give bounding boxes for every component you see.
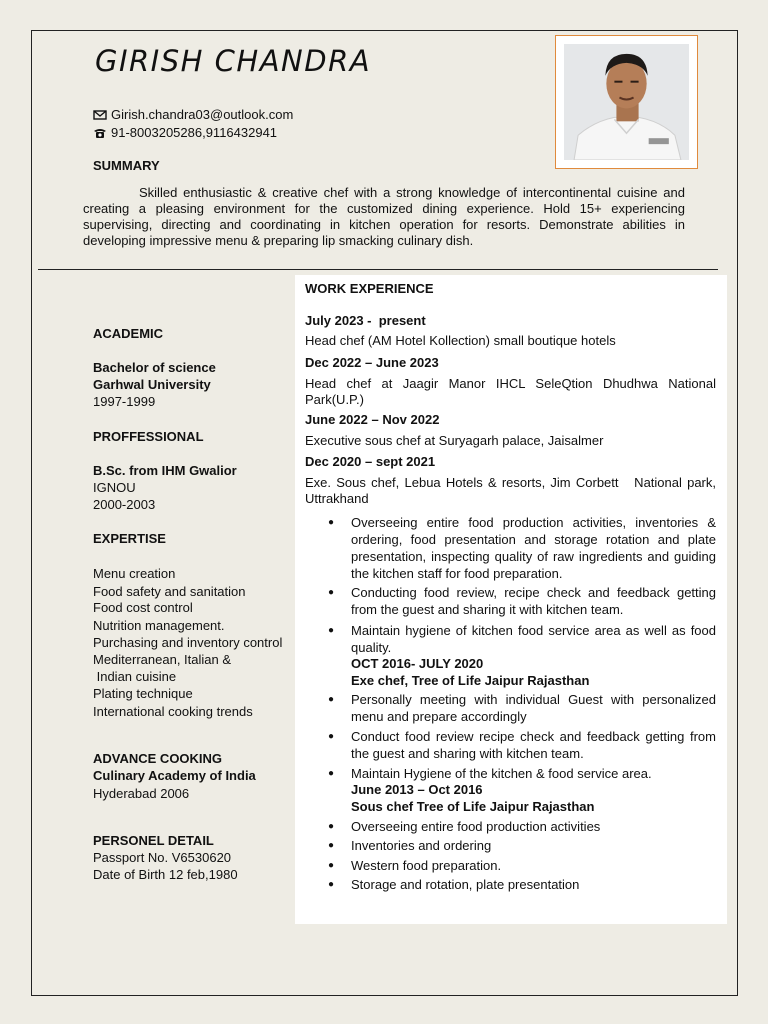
summary-heading: SUMMARY bbox=[93, 158, 160, 173]
academic-university: Garhwal University bbox=[93, 377, 211, 392]
expertise-item: Food safety and sanitation bbox=[93, 584, 246, 599]
professional-institute: IGNOU bbox=[93, 480, 136, 495]
academic-heading: ACADEMIC bbox=[93, 326, 164, 341]
bullet-icon: ● bbox=[328, 517, 335, 528]
bullet-icon: ● bbox=[328, 821, 335, 832]
bullet-item: Maintain Hygiene of the kitchen & food service area. bbox=[351, 766, 652, 781]
bullet-icon: ● bbox=[328, 694, 335, 705]
phone-text: 91-8003205286,9116432941 bbox=[111, 125, 278, 140]
professional-years: 2000-2003 bbox=[93, 497, 156, 512]
section-divider bbox=[38, 269, 718, 270]
expertise-heading: EXPERTISE bbox=[93, 531, 166, 546]
work-heading: WORK EXPERIENCE bbox=[305, 281, 434, 296]
job-title: Sous chef Tree of Life Jaipur Rajasthan bbox=[351, 799, 595, 814]
bullet-item: Conduct food review recipe check and feedback getting from the guest and sharing with kitchen team. bbox=[351, 729, 716, 761]
job-description: Head chef at Jaagir Manor IHCL SeleQtion Dhudhwa National Park(U.P.) bbox=[305, 376, 716, 407]
expertise-item: Nutrition management. bbox=[93, 618, 225, 633]
job-period: June 2013 – Oct 2016 bbox=[351, 782, 483, 797]
advance-cooking-institute: Culinary Academy of India bbox=[93, 768, 256, 783]
expertise-item: Plating technique bbox=[93, 686, 193, 701]
bullet-icon: ● bbox=[328, 860, 335, 871]
expertise-item: International cooking trends bbox=[93, 704, 253, 719]
work-experience-panel bbox=[295, 275, 727, 924]
professional-degree: B.Sc. from IHM Gwalior bbox=[93, 463, 237, 478]
job-period: Dec 2020 – sept 2021 bbox=[305, 454, 436, 469]
bullet-icon: ● bbox=[328, 731, 335, 742]
expertise-item: Indian cuisine bbox=[93, 669, 177, 684]
bullet-item: Storage and rotation, plate presentation bbox=[351, 877, 580, 892]
personal-heading: PERSONEL DETAIL bbox=[93, 833, 214, 848]
envelope-icon bbox=[93, 109, 107, 121]
telephone-icon bbox=[93, 127, 107, 139]
bullet-item: Personally meeting with individual Guest with personalized menu and prepare accordingly bbox=[351, 692, 716, 724]
bullet-item: Overseeing entire food production activities bbox=[351, 819, 601, 834]
expertise-item: Purchasing and inventory control bbox=[93, 635, 283, 650]
bullet-item: Overseeing entire food production activities, inventories & ordering, food presentation and storage rotation and plate presentation, inspecting quality of raw ingredients and guiding the kitchen staff for food preparation. bbox=[351, 515, 716, 581]
expertise-item: Mediterranean, Italian & bbox=[93, 652, 232, 667]
job-period: June 2022 – Nov 2022 bbox=[305, 412, 440, 427]
bullet-item: Conducting food review, recipe check and feedback getting from the guest and sharing it with kitchen team. bbox=[351, 585, 716, 617]
bullet-icon: ● bbox=[328, 587, 335, 598]
profile-photo bbox=[555, 35, 698, 169]
date-of-birth: Date of Birth 12 feb,1980 bbox=[93, 867, 238, 882]
passport-number: Passport No. V6530620 bbox=[93, 850, 232, 865]
advance-cooking-heading: ADVANCE COOKING bbox=[93, 751, 223, 766]
job-period: Dec 2022 – June 2023 bbox=[305, 355, 439, 370]
email-line bbox=[93, 107, 293, 122]
bullet-item: Maintain hygiene of kitchen food service area as well as food quality. bbox=[351, 623, 716, 655]
job-description: Exe. Sous chef, Lebua Hotels & resorts, Jim Corbett National park, Uttrakhand bbox=[305, 475, 720, 506]
bullet-icon: ● bbox=[328, 625, 335, 636]
academic-years: 1997-1999 bbox=[93, 394, 156, 409]
job-title: Exe chef, Tree of Life Jaipur Rajasthan bbox=[351, 673, 590, 688]
bullet-icon: ● bbox=[328, 840, 335, 851]
bullet-item: Western food preparation. bbox=[351, 858, 502, 873]
academic-degree: Bachelor of science bbox=[93, 360, 216, 375]
job-period: July 2023 - present bbox=[305, 313, 426, 328]
job-period: OCT 2016- JULY 2020 bbox=[351, 656, 484, 671]
expertise-item: Food cost control bbox=[93, 600, 193, 615]
job-description: Head chef (AM Hotel Kollection) small boutique hotels bbox=[305, 333, 616, 348]
summary-text: Skilled enthusiastic & creative chef with a strong knowledge of intercontinental cuisine and creating a pleasing environment for the customized dining experience. Hold 15+ experiencing supervising, directing and coordinating in kitchen operation for resorts. Demonstrate abilities in developing impressive menu & preparing lip smacking culinary dish. bbox=[83, 185, 685, 248]
bullet-icon: ● bbox=[328, 879, 335, 890]
email-text[interactable]: Girish.chandra03@outlook.com bbox=[111, 107, 294, 122]
advance-cooking-place: Hyderabad 2006 bbox=[93, 786, 190, 801]
candidate-name: GIRISH CHANDRA bbox=[95, 44, 372, 78]
bullet-item: Inventories and ordering bbox=[351, 838, 492, 853]
bullet-icon: ● bbox=[328, 768, 335, 779]
job-description: Executive sous chef at Suryagarh palace, Jaisalmer bbox=[305, 433, 604, 448]
expertise-item: Menu creation bbox=[93, 566, 176, 581]
phone-line bbox=[93, 125, 277, 140]
professional-heading: PROFFESSIONAL bbox=[93, 429, 204, 444]
